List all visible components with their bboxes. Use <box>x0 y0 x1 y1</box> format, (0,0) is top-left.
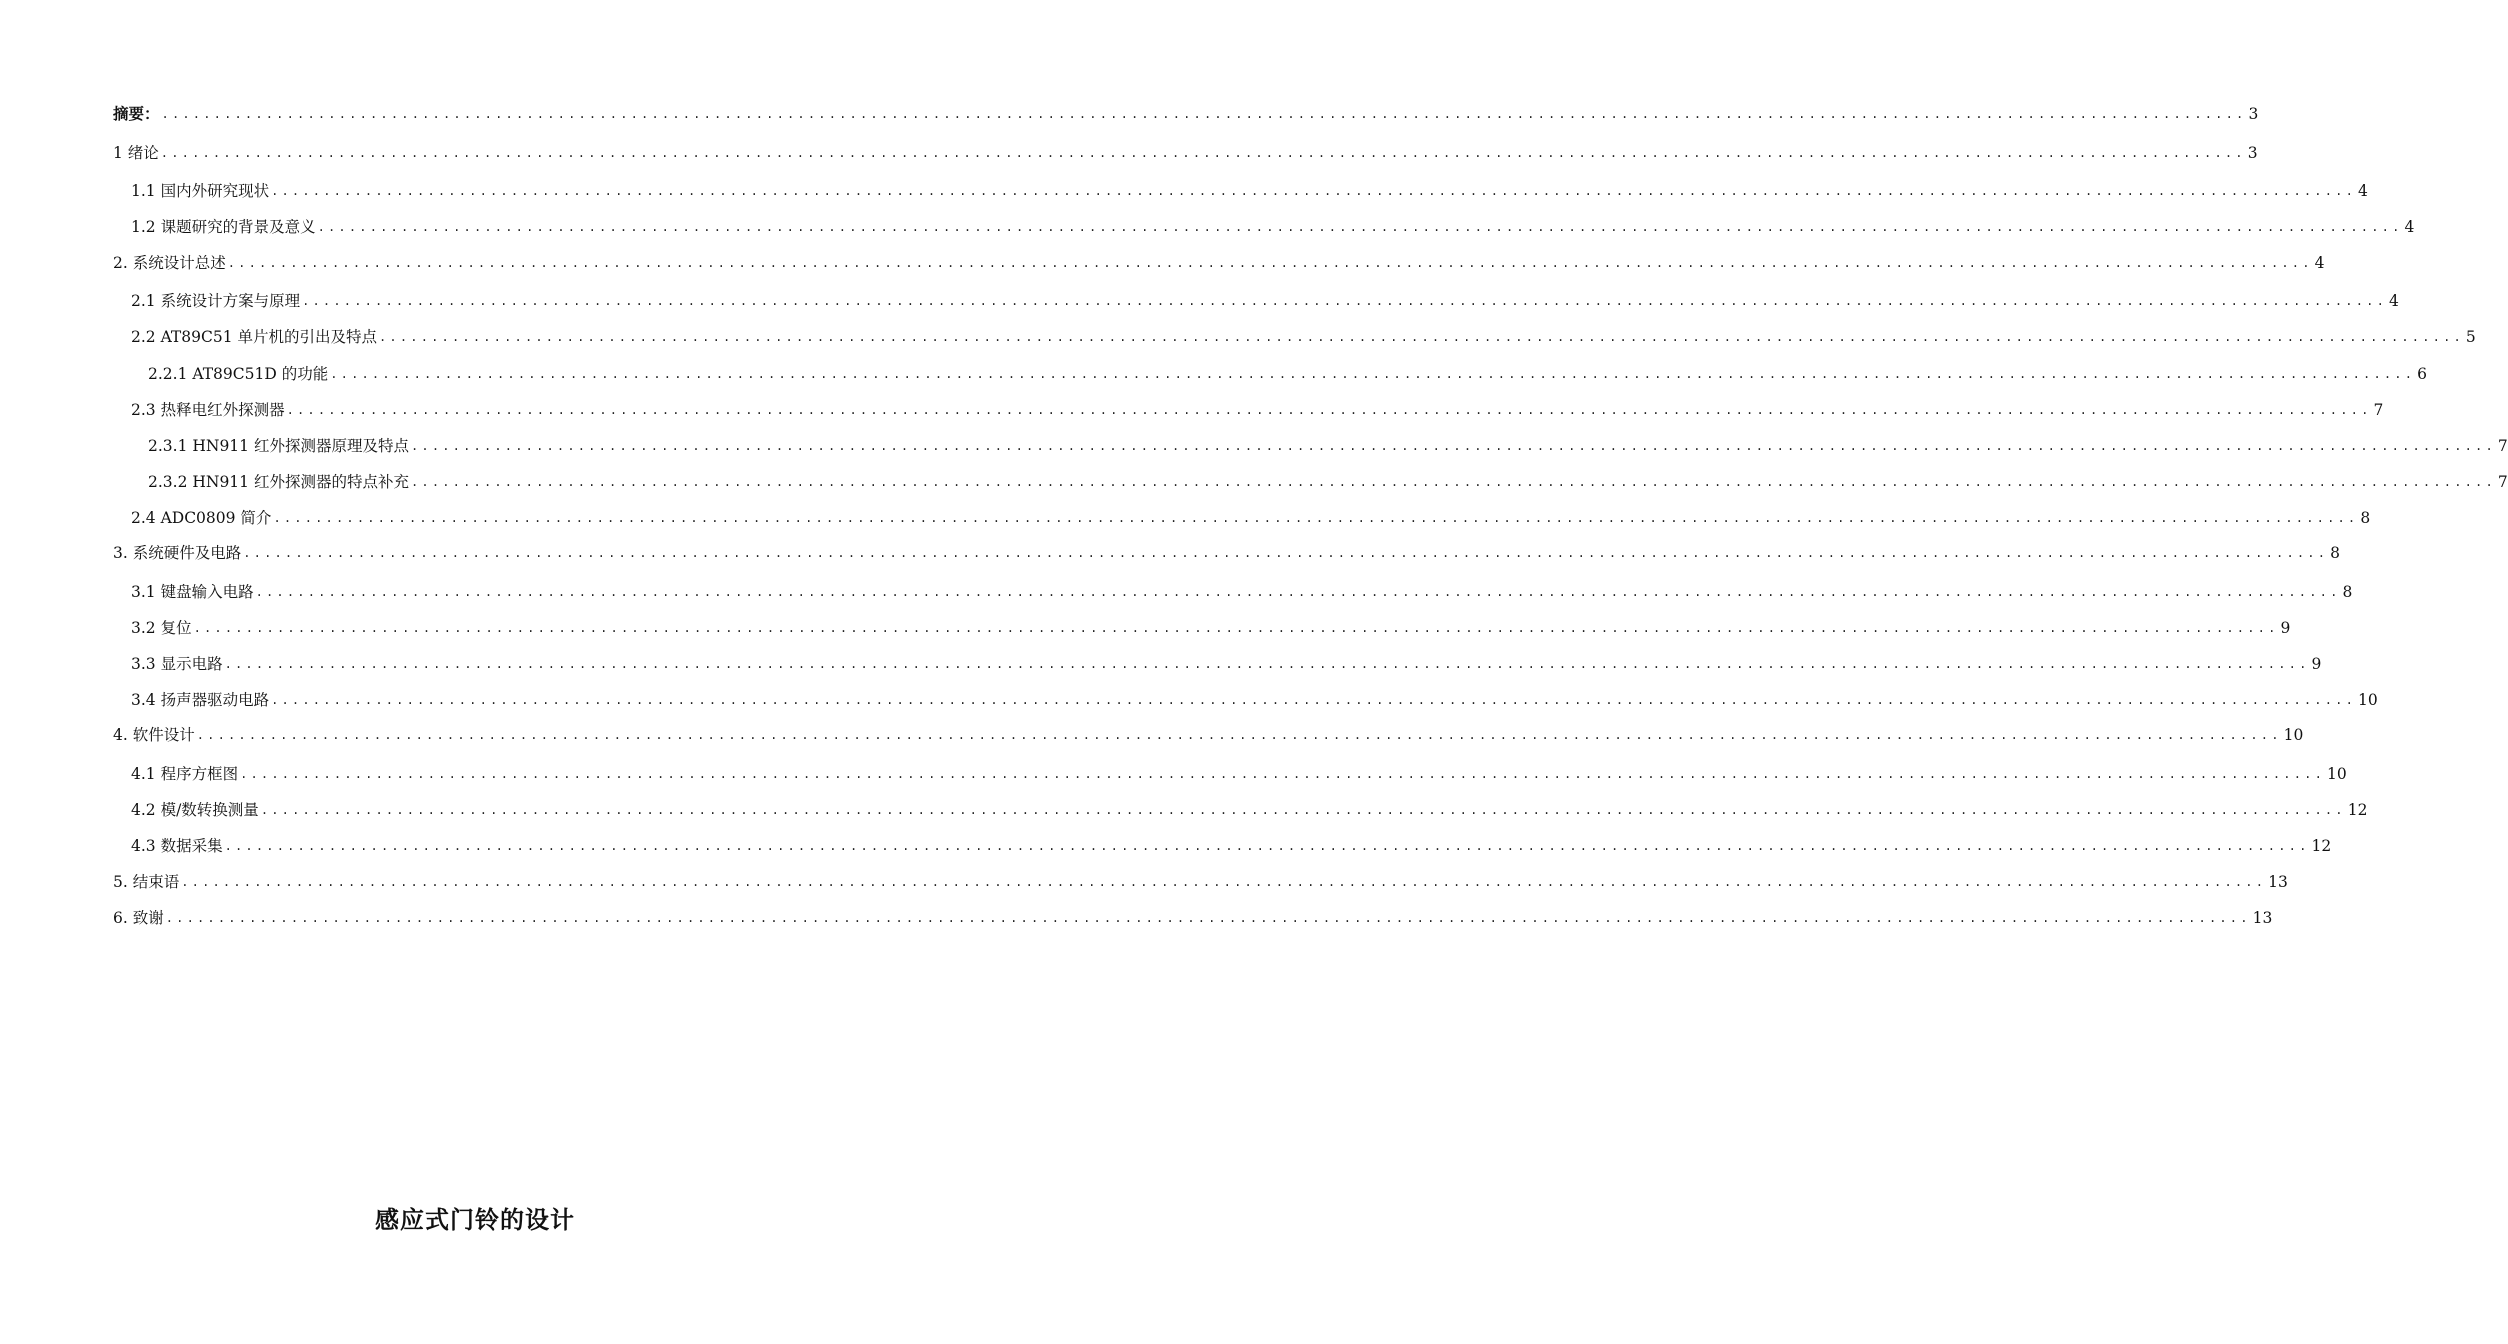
toc-dot-leader: ........................................................................................................................................................................................................ <box>161 107 2247 121</box>
toc-page-number: 10 <box>2327 765 2347 783</box>
toc-page-number: 3 <box>2248 105 2259 123</box>
toc-row[interactable] <box>113 539 2341 563</box>
toc-entry-title: 2.4 ADC0809 简介 <box>131 509 272 527</box>
toc-dot-leader: ........................................................................................................................................................................................................ <box>271 184 2356 198</box>
toc-entry-title: 1.2 课题研究的背景及意义 <box>131 218 316 236</box>
toc-page-number: 10 <box>2358 691 2378 709</box>
toc-row[interactable] <box>148 360 2428 384</box>
toc-dot-leader: ........................................................................................................................................................................................................ <box>181 875 2267 889</box>
toc-dot-leader: ........................................................................................................................................................................................................ <box>302 294 2387 308</box>
toc-entry-title: 1 绪论 <box>113 144 159 162</box>
toc-page-number: 12 <box>2347 801 2368 819</box>
toc-dot-leader: ........................................................................................................................................................................................................ <box>271 693 2356 707</box>
toc-page-number: 8 <box>2360 509 2371 527</box>
toc-entry-title: 2.2 AT89C51 单片机的引出及特点 <box>131 328 377 346</box>
toc-row[interactable] <box>113 868 2288 892</box>
toc-entry-title: 5. 结束语 <box>113 873 180 891</box>
toc-row[interactable] <box>113 100 2259 124</box>
toc-dot-leader: ........................................................................................................................................................................................................ <box>379 330 2464 344</box>
toc-page-number: 8 <box>2342 583 2353 601</box>
toc-dot-leader: ........................................................................................................................................................................................................ <box>330 367 2416 381</box>
toc-dot-leader: ........................................................................................................................................................................................................ <box>196 728 2282 742</box>
toc-row[interactable] <box>131 287 2399 311</box>
toc-dot-leader: ........................................................................................................................................................................................................ <box>160 146 2246 160</box>
toc-row[interactable] <box>131 760 2347 784</box>
toc-entry-title: 2.3.1 HN911 红外探测器原理及特点 <box>148 437 409 455</box>
toc-entry-title: 3. 系统硬件及电路 <box>113 544 242 562</box>
toc-page-number: 7 <box>2497 437 2508 455</box>
toc-page-number: 4 <box>2358 182 2368 200</box>
toc-row[interactable] <box>131 323 2476 347</box>
toc-row[interactable] <box>113 721 2304 745</box>
toc-page-number: 13 <box>2268 873 2288 891</box>
toc-row[interactable] <box>131 796 2368 820</box>
toc-page-number: 7 <box>2373 401 2384 419</box>
toc-entry-title: 4. 软件设计 <box>113 726 195 744</box>
toc-row[interactable] <box>113 904 2273 928</box>
toc-page-number: 5 <box>2465 328 2476 346</box>
toc-row[interactable] <box>131 686 2378 710</box>
toc-dot-leader: ........................................................................................................................................................................................................ <box>240 767 2325 781</box>
toc-entry-title: 6. 致谢 <box>113 909 164 927</box>
toc-dot-leader: ........................................................................................................................................................................................................ <box>227 256 2313 270</box>
toc-entry-title: 2. 系统设计总述 <box>113 254 226 272</box>
toc-entry-title: 2.3 热释电红外探测器 <box>131 401 285 419</box>
toc-entry-title: 2.3.2 HN911 红外探测器的特点补充 <box>148 473 409 491</box>
toc-entry-title: 4.3 数据采集 <box>131 837 223 855</box>
toc-entry-title: 摘要： <box>113 104 160 123</box>
toc-row[interactable] <box>131 650 2322 674</box>
toc-row[interactable] <box>148 468 2508 492</box>
toc-row[interactable] <box>131 832 2332 856</box>
toc-row[interactable] <box>131 578 2353 602</box>
toc-row[interactable] <box>131 213 2415 237</box>
toc-dot-leader: ........................................................................................................................................................................................................ <box>224 657 2310 671</box>
toc-row[interactable] <box>131 614 2291 638</box>
toc-page-number: 4 <box>2389 292 2399 310</box>
toc-dot-leader: ........................................................................................................................................................................................................ <box>165 911 2251 925</box>
toc-page-number: 9 <box>2311 655 2322 673</box>
toc-entry-title: 4.1 程序方框图 <box>131 765 239 783</box>
toc-page-number: 4 <box>2314 254 2325 272</box>
toc-dot-leader: ........................................................................................................................................................................................................ <box>410 439 2496 453</box>
toc-entry-title: 3.3 显示电路 <box>131 655 223 673</box>
toc-page-number: 10 <box>2283 726 2304 744</box>
toc-page-number: 3 <box>2247 144 2258 162</box>
toc-dot-leader: ........................................................................................................................................................................................................ <box>255 585 2341 599</box>
toc-page-number: 6 <box>2417 365 2428 383</box>
toc-dot-leader: ........................................................................................................................................................................................................ <box>260 803 2346 817</box>
toc-dot-leader: ........................................................................................................................................................................................................ <box>410 475 2496 489</box>
toc-row[interactable] <box>148 432 2508 456</box>
toc-page-number: 4 <box>2404 218 2415 236</box>
toc-entry-title: 3.1 键盘输入电路 <box>131 583 254 601</box>
toc-dot-leader: ........................................................................................................................................................................................................ <box>273 511 2359 525</box>
toc-page-number: 7 <box>2497 473 2508 491</box>
toc-row[interactable] <box>113 139 2258 163</box>
toc-dot-leader: ........................................................................................................................................................................................................ <box>243 546 2329 560</box>
toc-dot-leader: ........................................................................................................................................................................................................ <box>224 839 2310 853</box>
toc-page-number: 13 <box>2252 909 2273 927</box>
toc-entry-title: 2.2.1 AT89C51D 的功能 <box>148 365 329 383</box>
toc-page-number: 12 <box>2311 837 2332 855</box>
toc-entry-title: 3.4 扬声器驱动电路 <box>131 691 270 709</box>
toc-entry-title: 1.1 国内外研究现状 <box>131 182 270 200</box>
toc-entry-title: 2.1 系统设计方案与原理 <box>131 292 301 310</box>
toc-dot-leader: ........................................................................................................................................................................................................ <box>286 403 2372 417</box>
toc-entry-title: 3.2 复位 <box>131 619 192 637</box>
toc-dot-leader: ........................................................................................................................................................................................................ <box>193 621 2279 635</box>
document-title: 感应式门铃的设计 <box>375 1206 575 1234</box>
toc-row[interactable] <box>131 396 2384 420</box>
toc-row[interactable] <box>131 177 2368 201</box>
toc-page-number: 9 <box>2280 619 2291 637</box>
toc-dot-leader: ........................................................................................................................................................................................................ <box>317 220 2403 234</box>
toc-row[interactable] <box>113 249 2325 273</box>
toc-row[interactable] <box>131 504 2371 528</box>
toc-page-number: 8 <box>2330 544 2341 562</box>
toc-entry-title: 4.2 模/数转换测量 <box>131 801 259 819</box>
